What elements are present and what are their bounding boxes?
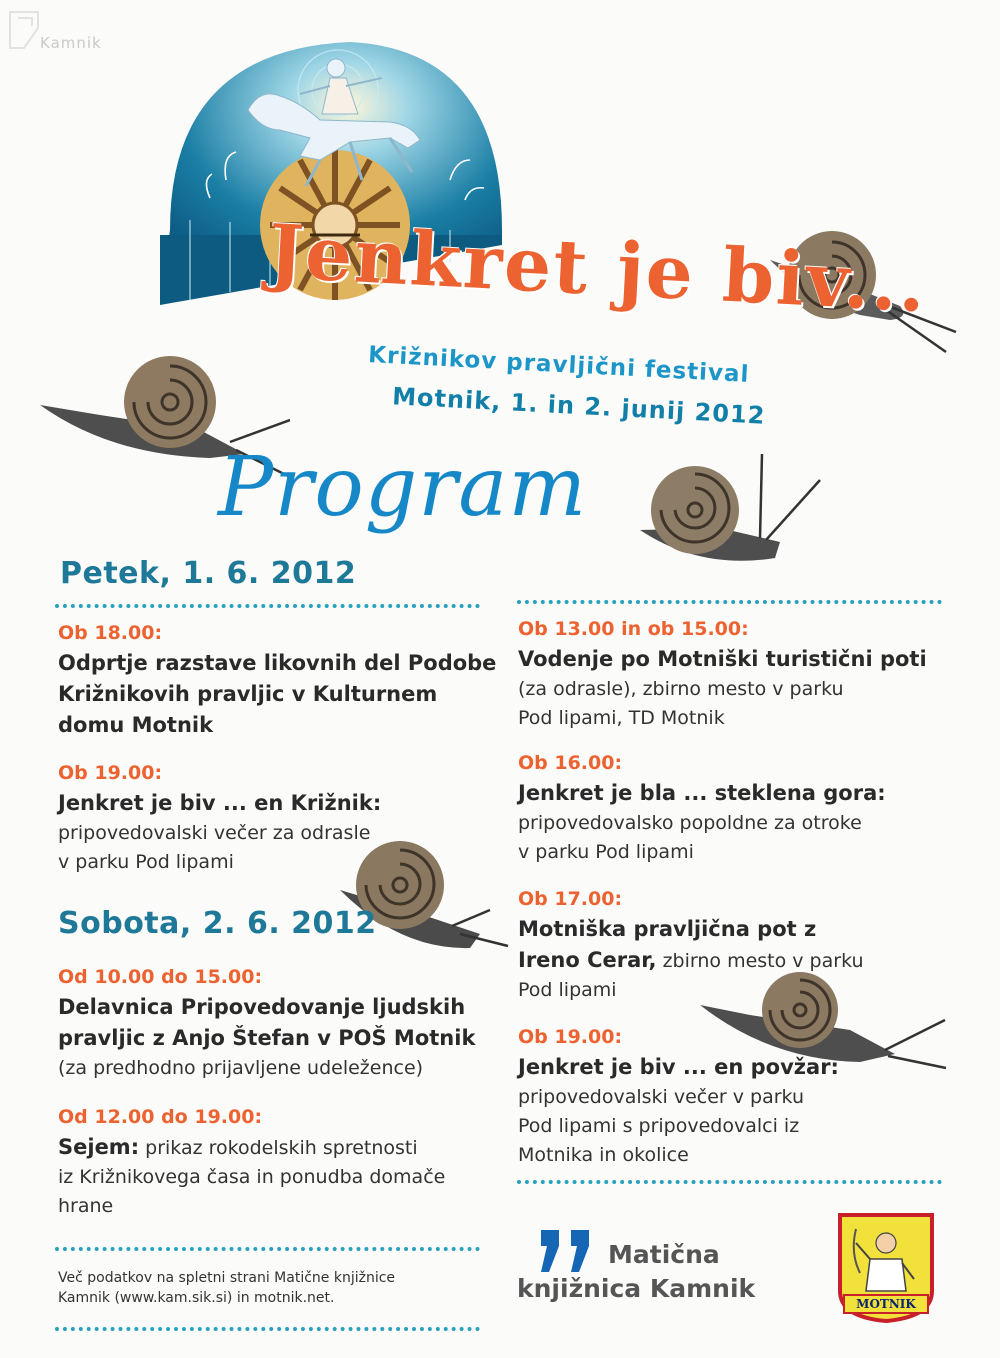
event-mixed-rest: zbirno mesto v parku	[656, 950, 864, 972]
event-description-line: (za odrasle), zbirno mesto v parku	[518, 678, 844, 700]
right-event-2	[518, 752, 886, 867]
event-title-line: Motniška pravljična pot z	[518, 917, 817, 941]
event-time: Ob 13.00 in ob 15.00:	[518, 618, 749, 640]
event-description-line: v parku Pod lipami	[518, 841, 694, 863]
program-heading: Program	[218, 440, 588, 535]
event-time: Ob 19.00:	[58, 762, 163, 784]
friday-event-1	[58, 622, 496, 741]
event-time: Od 10.00 do 15.00:	[58, 966, 263, 988]
footer-note-line: Več podatkov na spletni strani Matične knjižnice	[58, 1270, 396, 1286]
event-title-line: Križnikovih pravljic v Kulturnem	[58, 682, 438, 706]
event-description-line: hrane	[58, 1195, 114, 1217]
saturday-heading: Sobota, 2. 6. 2012	[58, 906, 377, 941]
event-lead-line	[58, 1132, 445, 1163]
right-event-1	[518, 618, 927, 733]
dotted-divider	[55, 1327, 480, 1331]
crest-label: MOTNIK	[856, 1297, 916, 1311]
snail-image	[640, 450, 830, 575]
event-title-line: Vodenje po Motniški turistični poti	[518, 647, 927, 671]
saturday-event-1	[58, 966, 475, 1083]
library-name-line: Matična	[608, 1240, 720, 1269]
event-lead-rest: prikaz rokodelskih spretnosti	[139, 1137, 418, 1159]
event-mixed-bold: Ireno Cerar,	[518, 948, 657, 972]
event-title-line: Delavnica Pripovedovanje ljudskih	[58, 995, 466, 1019]
saturday-event-2	[58, 1106, 445, 1221]
friday-event-2	[58, 762, 381, 877]
event-description-line: Pod lipami, TD Motnik	[518, 707, 725, 729]
festival-subtitle: Križnikov pravljični festival	[367, 342, 751, 388]
event-title-line: pravljic z Anjo Štefan v POŠ Motnik	[58, 1026, 476, 1050]
event-description-line: pripovedovalski večer za odrasle	[58, 822, 371, 844]
dotted-divider	[517, 1180, 942, 1184]
footer-note-line: Kamnik (www.kam.sik.si) in motnik.net.	[58, 1290, 335, 1306]
event-title-line: domu Motnik	[58, 713, 214, 737]
event-description-line: pripovedovalsko popoldne za otroke	[518, 812, 862, 834]
event-mixed-line	[518, 945, 864, 976]
event-time: Ob 16.00:	[518, 752, 623, 774]
event-description-line: Motnika in okolice	[518, 1144, 689, 1166]
event-description-line: (za predhodno prijavljene udeležence)	[58, 1057, 424, 1079]
place-and-date: Motnik, 1. in 2. junij 2012	[391, 382, 767, 430]
dotted-divider	[517, 600, 942, 604]
event-title-line: Jenkret je bla ... steklena gora:	[518, 781, 886, 805]
event-description-line: pripovedovalski večer v parku	[518, 1086, 805, 1108]
dotted-divider	[55, 604, 480, 608]
event-description-line: Pod lipami	[518, 979, 617, 1001]
event-lead-bold: Sejem:	[58, 1135, 140, 1159]
festival-title: Jenkret je biv...	[266, 208, 930, 330]
friday-heading: Petek, 1. 6. 2012	[60, 556, 357, 591]
event-time: Ob 18.00:	[58, 622, 163, 644]
event-description-line: v parku Pod lipami	[58, 851, 234, 873]
library-name-line: knjižnica Kamnik	[517, 1274, 756, 1303]
event-time: Ob 19.00:	[518, 1026, 623, 1048]
watermark-text: Kamnik	[40, 34, 102, 52]
footer-note	[58, 1268, 395, 1308]
right-event-4	[518, 1026, 839, 1170]
dotted-divider	[55, 1247, 480, 1251]
right-event-3	[518, 888, 864, 1005]
event-description-line: Pod lipami s pripovedovalci iz	[518, 1115, 800, 1137]
event-time: Ob 17.00:	[518, 888, 623, 910]
event-description-line: iz Križnikovega časa in ponudba domače	[58, 1166, 446, 1188]
library-logo-icon	[537, 1228, 597, 1274]
event-title-line: Jenkret je biv ... en Križnik:	[58, 791, 382, 815]
event-title-line: Jenkret je biv ... en povžar:	[518, 1055, 839, 1079]
event-time: Od 12.00 do 19.00:	[58, 1106, 263, 1128]
event-title-line: Odprtje razstave likovnih del Podobe	[58, 651, 497, 675]
